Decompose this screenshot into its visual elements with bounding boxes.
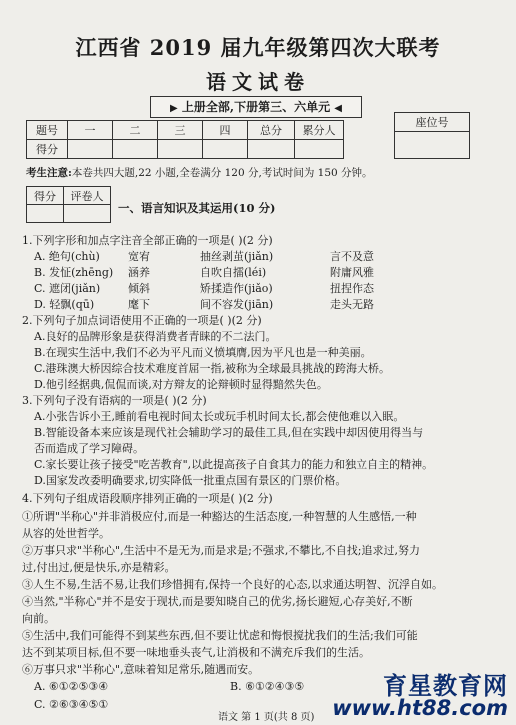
question-1-stem: 1.下列字形和加点字注音全部正确的一项是( )(2 分) bbox=[22, 234, 273, 247]
q1-option-word: 间不容发(jiān) bbox=[200, 298, 274, 311]
q4-sentence: ④当然,"半称心"并不是安于现状,而是要知晓自己的优劣,扬长避短,心存美好,不断 bbox=[22, 595, 413, 608]
page-footer: 语文 第 1 页(共 8 页) bbox=[218, 712, 315, 723]
q4-sentence: ③人生不易,生活不易,让我们珍惜拥有,保持一个良好的心态,以求通达明智、沉浮自如。 bbox=[22, 578, 443, 591]
score-cell[interactable] bbox=[295, 140, 344, 159]
exam-title: 江西省 2019 届九年级第四次大联考 bbox=[75, 35, 441, 60]
seat-label: 座位号 bbox=[395, 113, 470, 132]
score-value-row bbox=[27, 140, 344, 159]
q3-option: 否而造成了学习障碍。 bbox=[34, 442, 144, 455]
q1-option-word: 抽丝剥茧(jiǎn) bbox=[200, 250, 274, 263]
triangle-left-icon: ◀ bbox=[334, 103, 342, 114]
score-header-cell: 一 bbox=[68, 121, 113, 140]
q4-option: A. ⑥①②⑤③④ bbox=[34, 680, 109, 693]
notice-text: 本卷共四大题,22 小题,全卷满分 120 分,考试时间为 150 分钟。 bbox=[71, 167, 373, 179]
q1-option-word: 走头无路 bbox=[330, 298, 374, 311]
q4-sentence: 从容的处世哲学。 bbox=[22, 527, 110, 540]
q4-option: C. ②⑥③④⑤① bbox=[34, 698, 109, 711]
q1-option-word: 矫揉造作(jiǎo) bbox=[200, 282, 273, 295]
watermark-url: www.ht88.com bbox=[332, 696, 508, 720]
q1-option-word: 倾斜 bbox=[128, 282, 150, 295]
section-heading: 一、语言知识及其运用(10 分) bbox=[118, 201, 276, 215]
q2-option: D.他引经据典,侃侃而谈,对方辩友的论辩顿时显得黯然失色。 bbox=[34, 378, 328, 391]
q2-option: A.良好的品牌形象是获得消费者青睐的不二法门。 bbox=[34, 330, 277, 343]
q4-sentence: ①所谓"半称心"并非消极应付,而是一种豁达的生活态度,一种智慧的人生感悟,一种 bbox=[22, 510, 417, 523]
q4-option: B. ⑥①②④③⑤ bbox=[230, 680, 305, 693]
q2-option: C.港珠澳大桥因综合技术难度首屈一指,被称为全球最具挑战的跨海大桥。 bbox=[34, 362, 391, 375]
q1-option-word: 麾下 bbox=[128, 298, 150, 311]
grader-score-label: 得分 bbox=[27, 187, 64, 205]
score-header-cell: 二 bbox=[113, 121, 158, 140]
q1-option-word: 扭捏作态 bbox=[330, 282, 374, 295]
triangle-right-icon: ▶ bbox=[170, 103, 178, 114]
question-3-stem: 3.下列句子没有语病的一项是( )(2 分) bbox=[22, 394, 207, 407]
question-2-stem: 2.下列句子加点词语使用不正确的一项是( )(2 分) bbox=[22, 314, 262, 327]
grader-name-label: 评卷人 bbox=[64, 187, 111, 205]
q1-option-word: 自吹自擂(léi) bbox=[200, 266, 267, 279]
q1-option-word: B. 发怔(zhēng) bbox=[34, 266, 114, 279]
q1-option-word: 言不及意 bbox=[330, 250, 374, 263]
q4-sentence: 达不到某项目标,但不要一味地垂头丧气,让消极和不满充斥我们的生活。 bbox=[22, 646, 370, 659]
q3-option: B.智能设备本来应该是现代社会辅助学习的最佳工具,但在实践中却因使用得当与 bbox=[34, 426, 424, 439]
q1-option-word: A. 绝句(chù) bbox=[34, 250, 100, 263]
score-cell[interactable] bbox=[248, 140, 295, 159]
score-cell[interactable] bbox=[68, 140, 113, 159]
exam-subtitle: 语文试卷 bbox=[206, 70, 310, 94]
q4-sentence: ⑤生活中,我们可能得不到某些东西,但不要让忧虑和悔恨搅扰我们的生活;我们可能 bbox=[22, 629, 418, 642]
seat-table bbox=[394, 112, 470, 159]
scope-banner bbox=[150, 96, 362, 118]
watermark bbox=[332, 674, 508, 719]
q2-option: B.在现实生活中,我们不必为平凡而义愤填膺,因为平凡也是一种美丽。 bbox=[34, 346, 372, 359]
score-row-label: 得分 bbox=[27, 140, 68, 159]
q1-option-word: 涵养 bbox=[128, 266, 150, 279]
q1-option-word: D. 轻飘(qū) bbox=[34, 298, 95, 311]
q1-option-word: C. 遮闭(jiǎn) bbox=[34, 282, 101, 295]
q4-sentence: 过,付出过,便是快乐,亦是精彩。 bbox=[22, 561, 176, 574]
score-cell[interactable] bbox=[203, 140, 248, 159]
score-header-cell: 题号 bbox=[27, 121, 68, 140]
score-cell[interactable] bbox=[158, 140, 203, 159]
score-header-cell: 三 bbox=[158, 121, 203, 140]
q4-sentence: ②万事只求"半称心",生活中不是无为,而是求是;不强求,不攀比,不自找;追求过,努力 bbox=[22, 544, 421, 557]
notice-label: 考生注意: bbox=[26, 167, 72, 179]
seat-cell[interactable] bbox=[395, 132, 470, 159]
q1-option-word: 附庸风雅 bbox=[330, 266, 374, 279]
scope-text: 上册全部,下册第三、六单元 bbox=[181, 100, 331, 114]
score-header-row bbox=[27, 121, 344, 140]
score-header-cell: 总分 bbox=[248, 121, 295, 140]
q3-option: A.小张告诉小王,睡前看电视时间太长或玩手机时间太长,都会使他难以入眠。 bbox=[34, 410, 405, 423]
score-cell[interactable] bbox=[113, 140, 158, 159]
exam-notice bbox=[26, 165, 373, 180]
score-header-cell: 累分人 bbox=[295, 121, 344, 140]
q3-option: D.国家发改委明确要求,切实降低一批重点国有景区的门票价格。 bbox=[34, 474, 347, 487]
grader-table bbox=[26, 186, 111, 223]
grader-score-cell[interactable] bbox=[27, 205, 64, 223]
q1-option-word: 宽宥 bbox=[128, 250, 150, 263]
question-4-stem: 4.下列句子组成语段顺序排列正确的一项是( )(2 分) bbox=[22, 492, 273, 505]
q4-sentence: 向前。 bbox=[22, 612, 55, 625]
watermark-name: 育星教育网 bbox=[383, 672, 508, 700]
score-header-cell: 四 bbox=[203, 121, 248, 140]
q4-sentence: ⑥万事只求"半称心",意味着知足常乐,随遇而安。 bbox=[22, 663, 260, 676]
grader-name-cell[interactable] bbox=[64, 205, 111, 223]
q3-option: C.家长要让孩子接受"吃苦教育",以此提高孩子自食其力的能力和独立自主的精神。 bbox=[34, 458, 434, 471]
score-table bbox=[26, 120, 344, 159]
